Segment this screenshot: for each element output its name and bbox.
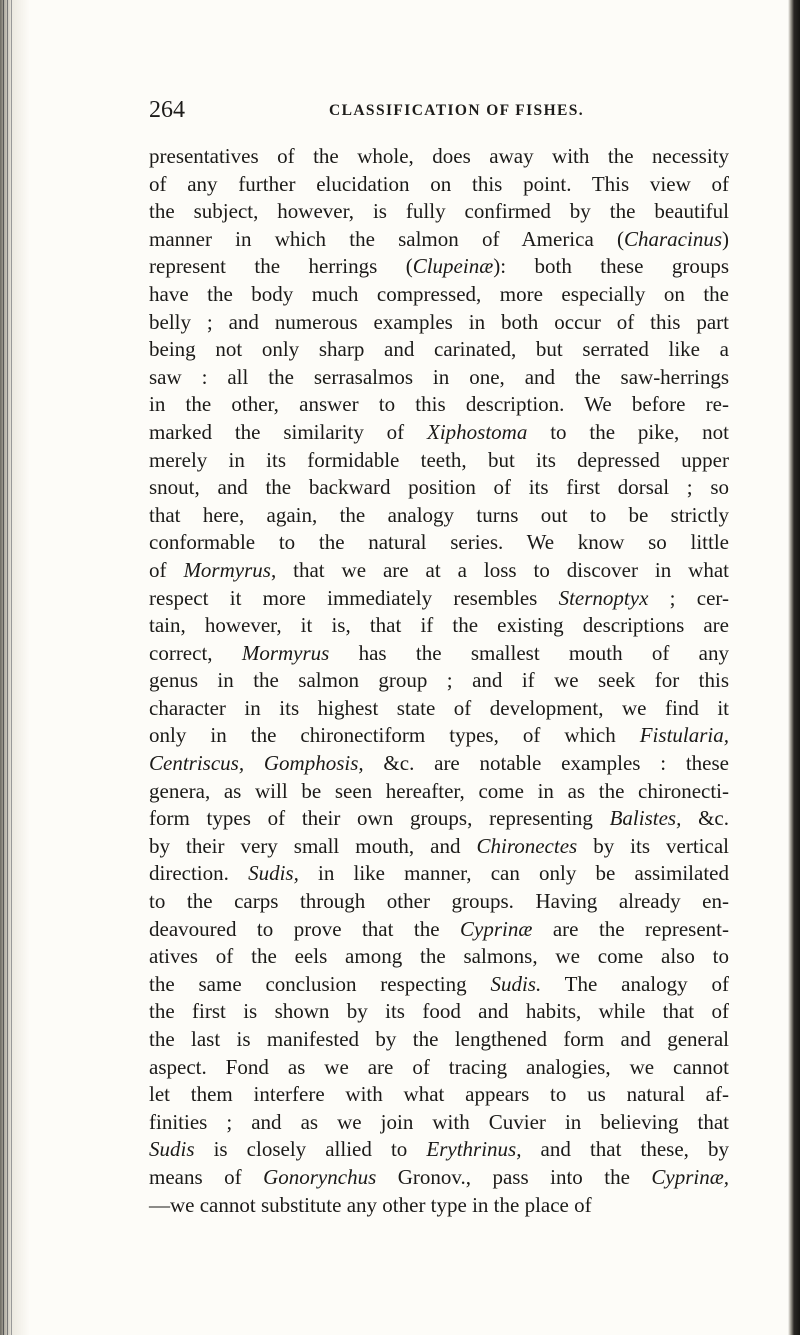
text-segment: respect it more immediately resembles (149, 585, 559, 610)
text-line (149, 529, 729, 557)
text-line (149, 916, 729, 944)
text-line (149, 1054, 729, 1082)
gutter-line (11, 0, 12, 1335)
text-line (149, 1026, 729, 1054)
text-segment: ; cer- (648, 585, 729, 610)
text-line (149, 502, 729, 530)
text-segment: represent the herrings ( (149, 254, 413, 279)
text-segment: the subject, however, is fully confirmed by the beautiful (149, 199, 729, 224)
text-segment: and that these, by (521, 1137, 729, 1162)
italic-text: Sudis, (248, 861, 299, 886)
text-segment: presentatives of the whole, does away with the necessity (149, 144, 729, 168)
italic-text: Xiphostoma (427, 419, 528, 444)
body-text (149, 143, 729, 1219)
text-segment: is closely allied to (194, 1137, 427, 1162)
text-segment: are the represent- (532, 916, 730, 941)
text-segment: that here, again, the analogy turns out to be strictly (149, 502, 729, 527)
text-segment: , that we are at a loss to discover in what (270, 557, 729, 582)
text-line (149, 364, 729, 392)
text-segment: manner in which the salmon of America ( (149, 226, 624, 251)
text-line (149, 226, 729, 254)
text-segment: tain, however, it is, that if the existing descriptions are (149, 613, 729, 638)
text-line (149, 309, 729, 337)
text-line (149, 778, 729, 806)
text-line (149, 722, 729, 750)
italic-text: Balistes, (609, 806, 682, 831)
text-line (149, 1136, 729, 1164)
italic-text: Sternoptyx (558, 585, 649, 610)
text-segment: in the other, answer to this description. We before re- (149, 392, 729, 417)
text-segment: finities ; and as we join with Cuvier in believing that (149, 1109, 729, 1134)
text-line (149, 971, 729, 999)
text-line (149, 447, 729, 475)
text-line (149, 612, 729, 640)
text-segment: let them interfere with what appears to us natural af- (149, 1082, 729, 1107)
text-line (149, 143, 729, 171)
text-line (149, 281, 729, 309)
page-header (149, 96, 729, 126)
text-line (149, 1192, 729, 1220)
right-binding-edge (788, 0, 800, 1335)
text-segment: Gronov., pass into the (376, 1164, 652, 1189)
italic-text: Sudis. (490, 971, 542, 996)
text-line (149, 585, 729, 613)
text-line (149, 805, 729, 833)
text-segment: by its vertical (577, 833, 729, 858)
text-segment: snout, and the backward position of its first dorsal ; so (149, 475, 729, 500)
text-line (149, 474, 729, 502)
text-segment: —we cannot substitute any other type in the place of (149, 1192, 592, 1217)
text-line (149, 640, 729, 668)
text-line (149, 695, 729, 723)
text-segment: character in its highest state of development, we find it (149, 695, 729, 720)
text-segment: The analogy of (541, 971, 729, 996)
italic-text: Characinus (623, 226, 722, 251)
italic-text: Cyprinæ, (651, 1164, 729, 1189)
text-segment: &c. are notable examples : these (363, 751, 729, 776)
running-head: CLASSIFICATION OF FISHES. (329, 102, 585, 119)
text-segment: direction. (149, 861, 249, 886)
italic-text: Gonorynchus (263, 1164, 377, 1189)
text-segment: have the body much compressed, more especially on the (149, 281, 729, 306)
text-line (149, 888, 729, 916)
text-line (149, 1164, 729, 1192)
text-segment: conformable to the natural series. We know so little (149, 530, 729, 555)
gutter-line (7, 0, 8, 1335)
italic-text: Sudis (149, 1137, 195, 1162)
text-segment: has the smallest mouth of any (329, 640, 729, 665)
text-segment: atives of the eels among the salmons, we come also to (149, 944, 729, 969)
page-number: 264 (149, 97, 185, 123)
text-segment: of any further elucidation on this point. This view of (149, 171, 729, 196)
text-segment: to the pike, not (527, 419, 729, 444)
text-segment: deavoured to prove that the (149, 916, 461, 941)
text-segment: correct, (149, 640, 242, 665)
text-segment: the last is manifested by the lengthened form and general (149, 1027, 729, 1051)
text-segment: genera, as will be seen hereafter, come in as the chironecti- (149, 778, 729, 803)
text-segment: form types of their own groups, representing (149, 806, 610, 831)
italic-text: Mormyrus (183, 557, 271, 582)
text-line (149, 750, 729, 778)
text-line (149, 336, 729, 364)
text-line (149, 860, 729, 888)
text-line (149, 998, 729, 1026)
text-segment: saw : all the serrasalmos in one, and the saw-herrings (149, 364, 729, 389)
text-line (149, 171, 729, 199)
text-segment: genus in the salmon group ; and if we seek for this (149, 668, 729, 693)
italic-text: Erythrinus, (426, 1137, 522, 1162)
text-line (149, 198, 729, 226)
text-segment: belly ; and numerous examples in both occur of this part (149, 309, 729, 334)
text-line (149, 391, 729, 419)
text-segment: being not only sharp and carinated, but serrated like a (149, 337, 729, 362)
text-segment: to the carps through other groups. Having already en- (149, 889, 729, 914)
text-segment: marked the similarity of (149, 419, 428, 444)
text-segment: in like manner, can only be assimilated (298, 861, 729, 886)
text-line (149, 1081, 729, 1109)
gutter-line (3, 0, 4, 1335)
text-segment: &c. (681, 806, 729, 831)
text-line (149, 667, 729, 695)
text-segment: ): both these groups (493, 254, 729, 279)
text-segment: ) (722, 226, 729, 251)
italic-text: Mormyrus (241, 640, 330, 665)
text-line (149, 419, 729, 447)
text-segment: the same conclusion respecting (149, 971, 491, 996)
italic-text: Clupeinæ (412, 254, 494, 279)
text-segment: aspect. Fond as we are of tracing analogies, we cannot (149, 1054, 729, 1079)
left-page-gutter (0, 0, 30, 1335)
italic-text: Centriscus, Gomphosis, (149, 751, 364, 776)
text-line (149, 943, 729, 971)
text-line (149, 1109, 729, 1137)
text-line (149, 557, 729, 585)
italic-text: Fistularia, (639, 723, 729, 748)
text-segment: means of (149, 1164, 264, 1189)
text-segment: merely in its formidable teeth, but its depressed upper (149, 447, 729, 472)
text-segment: of (149, 557, 184, 582)
text-segment: by their very small mouth, and (149, 833, 477, 858)
italic-text: Chironectes (476, 833, 578, 858)
italic-text: Cyprinæ (460, 916, 533, 941)
text-line (149, 833, 729, 861)
text-line (149, 253, 729, 281)
text-segment: the first is shown by its food and habits, while that of (149, 999, 729, 1024)
text-segment: only in the chironectiform types, of which (149, 723, 640, 748)
